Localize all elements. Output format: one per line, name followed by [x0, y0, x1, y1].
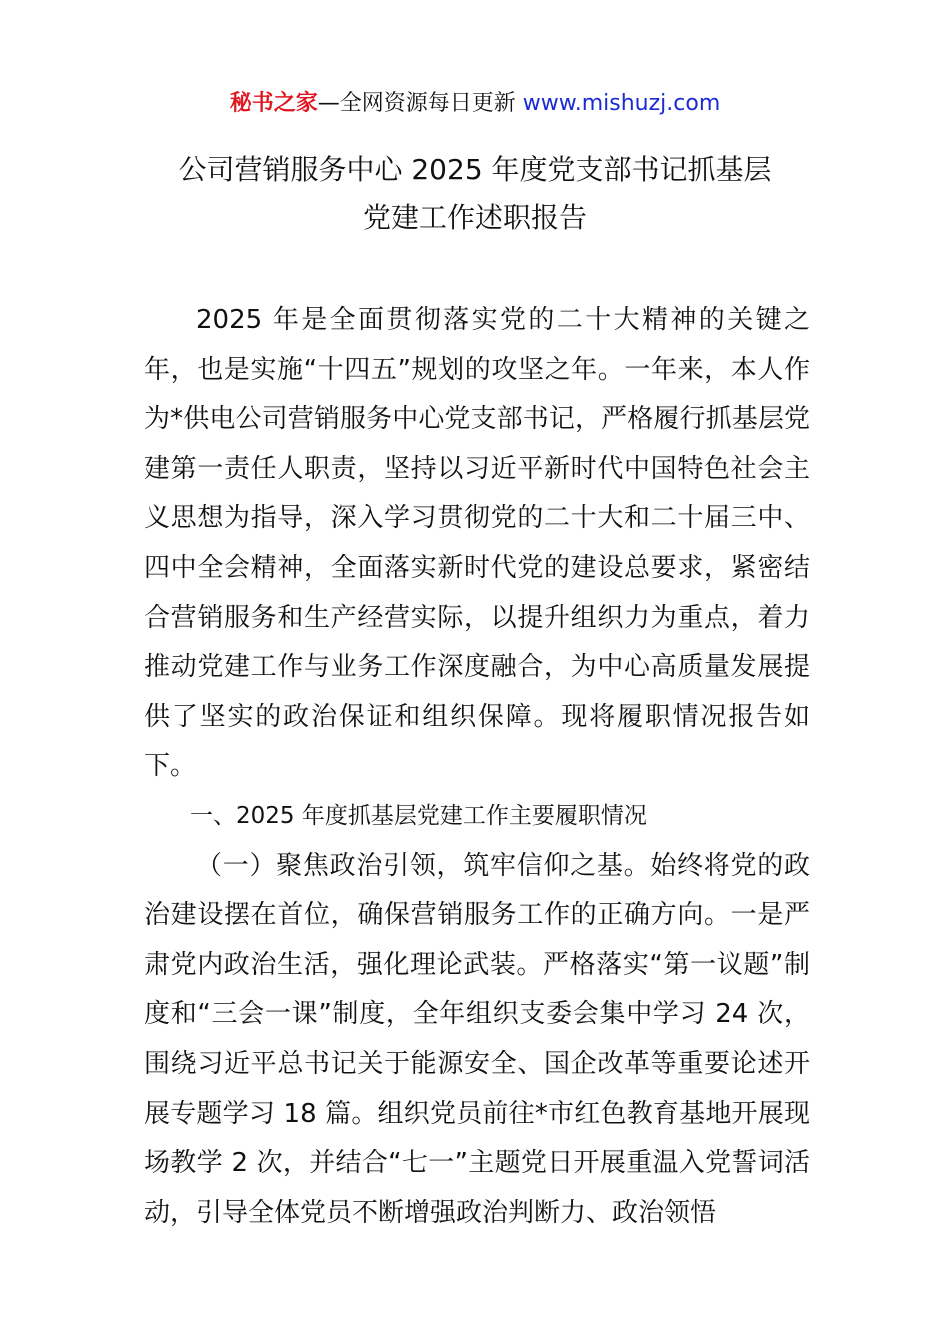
site-url-link[interactable]: www.mishuzj.com [522, 91, 721, 116]
document-title [140, 146, 810, 242]
intro-paragraph: 2025 年是全面贯彻落实党的二十大精神的关键之年，也是实施“十四五”规划的攻坚之年。一年来，本人作为*供电公司营销服务中心党支部书记，严格履行抓基层党建第一责任人职责，坚持以习近平新时代中国特色社会主义思想为指导，深入学习贯彻党的二十大和二十届三中、四中全会精神，全面落实新时代党的建设总要求，紧密结合营销服务和生产经营实际，以提升组织力为重点，着力推动党建工作与业务工作深度融合，为中心高质量发展提供了坚实的政治保证和组织保障。现将履职情况报告如下。 [144, 305, 810, 782]
site-tagline: —全网资源每日更新 [317, 91, 523, 116]
section-heading: 一、2025 年度抓基层党建工作主要履职情况 [190, 802, 647, 829]
document-body [144, 296, 810, 1238]
title-line-2: 党建工作述职报告 [362, 201, 587, 234]
site-header [0, 86, 950, 122]
site-brand: 秘书之家 [229, 91, 318, 116]
title-line-1: 公司营销服务中心 2025 年度党支部书记抓基层 [178, 153, 772, 186]
section-paragraph: （一）聚焦政治引领，筑牢信仰之基。始终将党的政治建设摆在首位，确保营销服务工作的正确方向。一是严肃党内政治生活，强化理论武装。严格落实“第一议题”制度和“三会一课”制度，全年组织支委会集中学习 24 次，围绕习近平总书记关于能源安全、国企改革等重要论述开展专题学习 18 篇。组织党员前往*市红色教育基地开展现场教学 2 次，并结合“七一”主题党日开展重温入党誓词活动，引导全体党员不断增强政治判断力、政治领悟 [144, 850, 810, 1228]
